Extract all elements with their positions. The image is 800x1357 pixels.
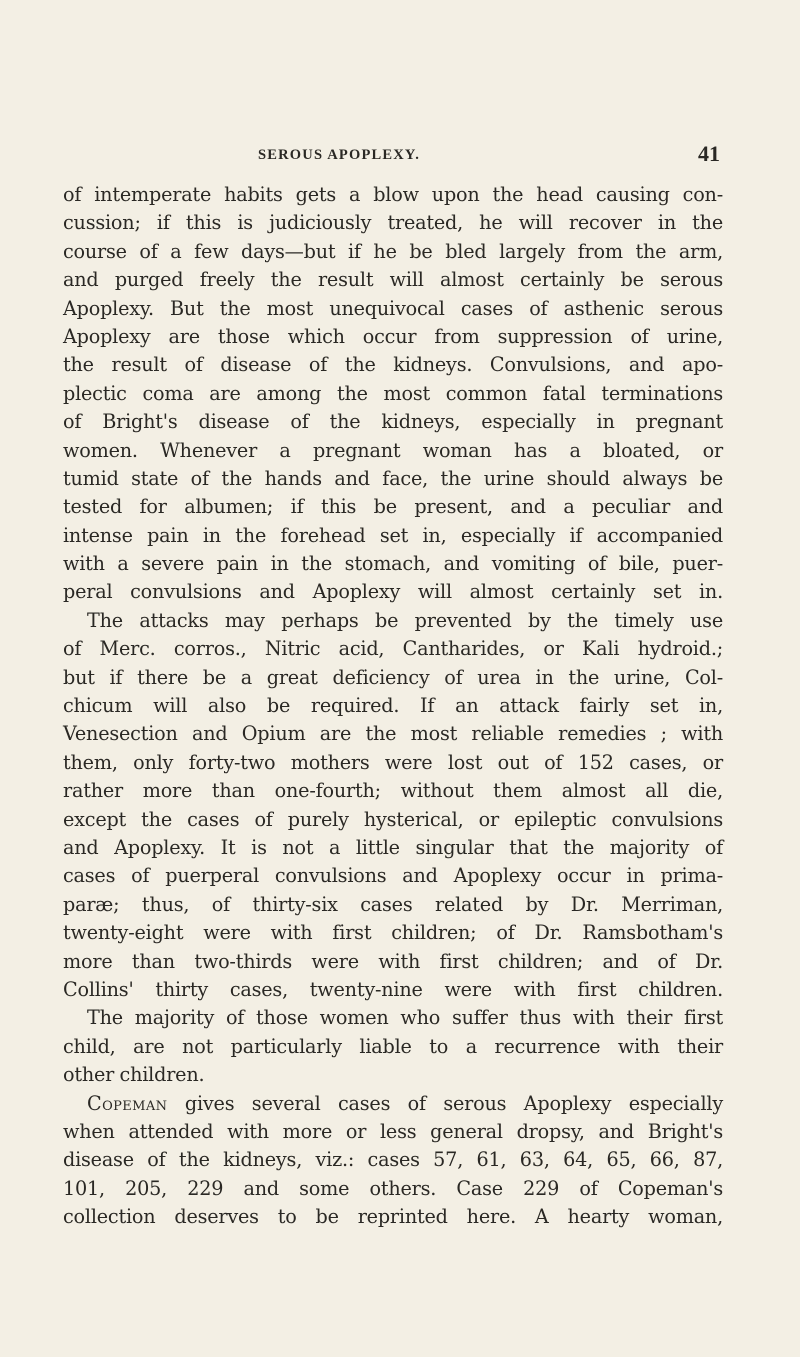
text-line: 101, 205, 229 and some others. Case 229 of Copeman's [63,1176,723,1200]
text-line: except the cases of purely hysterical, or epileptic convulsions [63,807,723,831]
text-line: Collins' thirty cases, twenty-nine were with first children. [63,977,723,1001]
body-text [63,181,723,1231]
text-line: course of a few days—but if he be bled largely from the arm, [63,239,723,263]
text-line: the result of disease of the kidneys. Convulsions, and apo- [63,353,723,377]
text-line: chicum will also be required. If an attack fairly set in, [63,694,723,718]
text-line: but if there be a great deficiency of urea in the urine, Col- [63,665,723,689]
text-line: Apoplexy are those which occur from suppression of urine, [63,324,723,348]
text-line: plectic coma are among the most common fatal terminations [63,381,723,405]
running-title: SEROUS APOPLEXY. [258,147,421,163]
text-line: tumid state of the hands and face, the urine should always be [63,466,723,490]
text-line: them, only forty-two mothers were lost out of 152 cases, or [63,750,723,774]
author-name-copeman: Copeman [87,1091,168,1115]
text-line: cussion; if this is judiciously treated, he will recover in the [63,211,723,235]
text-line: with a severe pain in the stomach, and vomiting of bile, puer- [63,552,723,576]
text-line: other children. [63,1063,205,1087]
text-line: and purged freely the result will almost certainly be serous [63,268,723,292]
text-line: disease of the kidneys, viz.: cases 57, 61, 63, 64, 65, 66, 87, [63,1148,723,1172]
text-line: Apoplexy. But the most unequivocal cases of asthenic serous [63,296,723,320]
page-number: 41 [698,141,720,166]
text-line: paræ; thus, of thirty-six cases related by Dr. Merriman, [63,892,723,916]
text-line: of intemperate habits gets a blow upon the head causing con- [63,183,723,206]
text-line: twenty-eight were with first children; of Dr. Ramsbotham's [63,921,723,945]
text-line: of Bright's disease of the kidneys, especially in pregnant [63,410,723,434]
text-line: child, are not particularly liable to a recurrence with their [63,1034,723,1058]
text-line: The majority of those women who suffer thus with their first [87,1006,723,1030]
text-line: more than two-thirds were with first children; and of Dr. [63,949,723,973]
text-line-rest: gives several cases of serous Apoplexy especially [167,1091,723,1115]
text-line: peral convulsions and Apoplexy will almost certainly set in. [63,580,723,604]
text-line: and Apoplexy. It is not a little singular that the majority of [63,835,723,859]
text-line: when attended with more or less general dropsy, and Bright's [63,1119,723,1143]
text-line: collection deserves to be reprinted here. A hearty woman, [63,1205,723,1229]
text-line: intense pain in the forehead set in, especially if accompanied [63,523,723,547]
text-line: cases of puerperal convulsions and Apoplexy occur in prima- [63,864,723,888]
text-line [63,1090,723,1118]
text-line: women. Whenever a pregnant woman has a bloated, or [63,438,723,462]
text-line: tested for albumen; if this be present, and a peculiar and [63,495,723,519]
running-head [258,141,720,167]
text-line: rather more than one-fourth; without them almost all die, [63,779,723,803]
text-line: The attacks may perhaps be prevented by the timely use [87,608,723,632]
text-line: of Merc. corros., Nitric acid, Cantharides, or Kali hydroid.; [63,637,723,661]
text-line: Venesection and Opium are the most reliable remedies ; with [63,722,723,746]
